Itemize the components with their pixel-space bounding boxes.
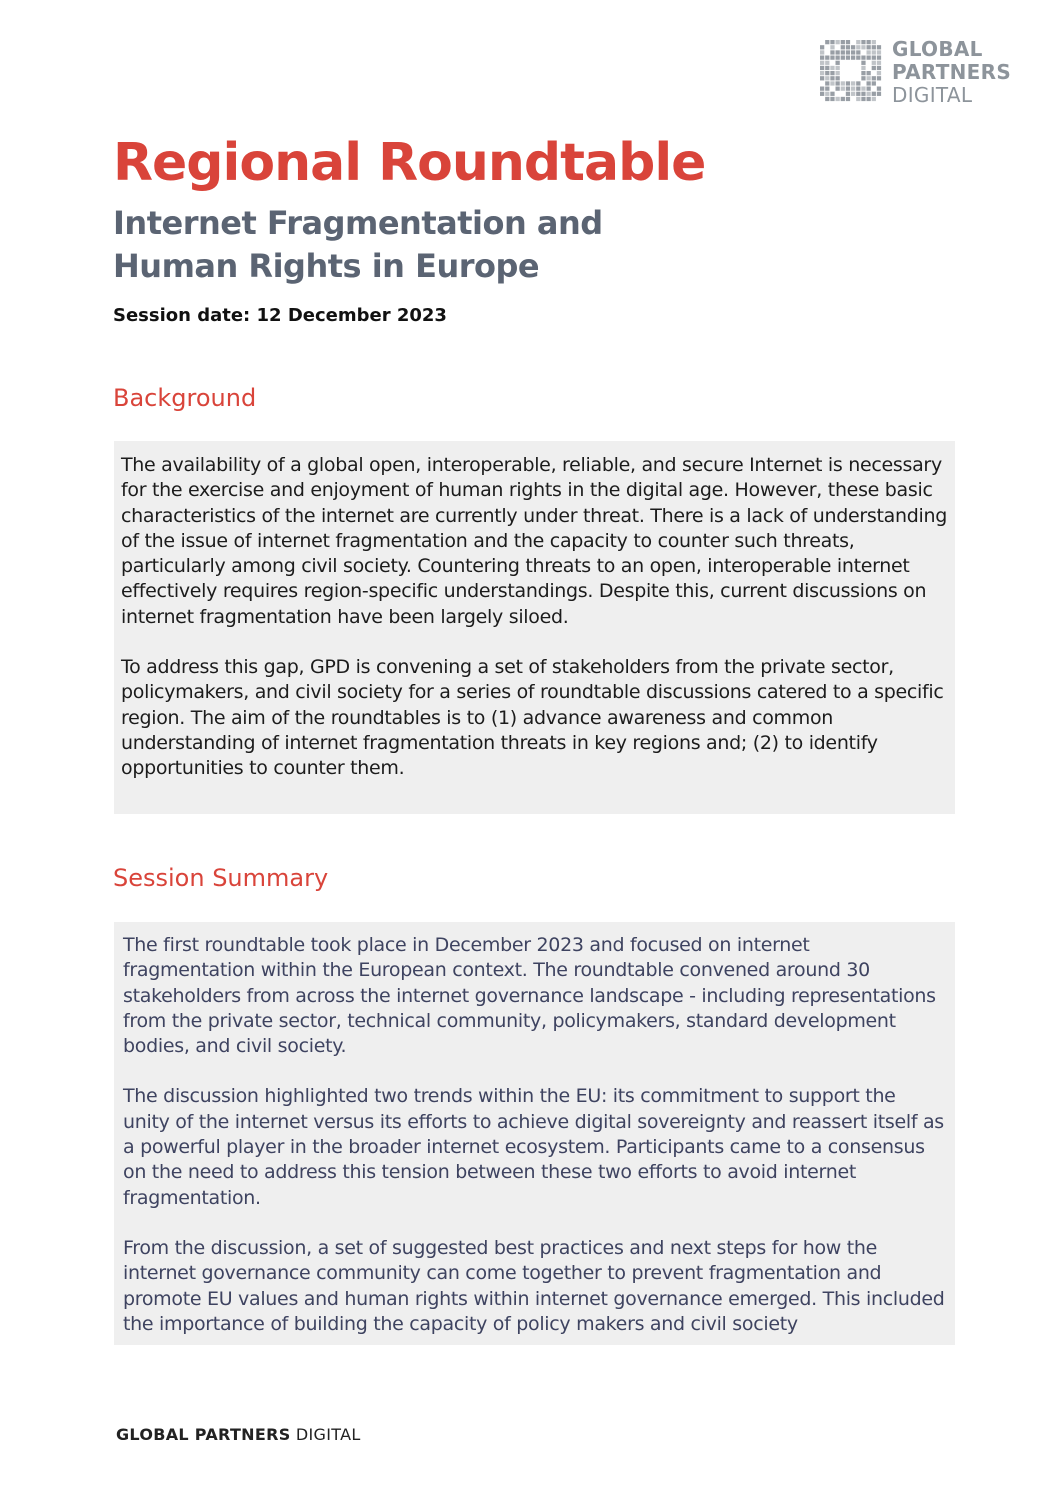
brand-word-global: GLOBAL xyxy=(892,37,983,61)
brand-word-digital: DIGITAL xyxy=(892,83,973,107)
brand-word-partners: PARTNERS xyxy=(892,60,1012,84)
session-summary-box xyxy=(114,922,955,1345)
summary-paragraph-2: The discussion highlighted two trends within the EU: its commitment to support the unity of the internet versus its efforts to achieve digital sovereignty and reassert itself as a powerful player in the broader internet ecosystem. Participants came to a consensus on the need to address this tension between these two efforts to avoid internet fragmentation. xyxy=(123,1085,944,1209)
summary-paragraph-3: From the discussion, a set of suggested best practices and next steps for how the internet governance community can come together to prevent fragmentation and promote EU values and human rights within internet governance emerged. This included the importance of building the capacity of policy makers and civil society xyxy=(123,1236,945,1335)
subtitle-line-2: Human Rights in Europe xyxy=(113,247,540,285)
gpd-pixel-grid-icon xyxy=(820,40,882,102)
session-date: Session date: 12 December 2023 xyxy=(113,305,447,326)
footer-brand-regular: DIGITAL xyxy=(290,1425,361,1444)
page-subtitle xyxy=(113,202,603,288)
background-heading: Background xyxy=(113,384,257,412)
background-paragraph-2: To address this gap, GPD is convening a set of stakeholders from the private sector, policymakers, and civil society for a series of roundtable discussions catered to a specific region. The aim of the roundtables is to (1) advance awareness and common understanding of internet fragmentation threats in key regions and; (2) to identify opportunities to counter them. xyxy=(121,656,944,780)
session-summary-heading: Session Summary xyxy=(113,864,329,892)
background-paragraph-1: The availability of a global open, interoperable, reliable, and secure Internet is necessary for the exercise and enjoyment of human rights in the digital age. However, these basic characteristics of the internet are currently under threat. There is a lack of understanding of the issue of internet fragmentation and the capacity to counter such threats, particularly among civil society. Countering threats to an open, interoperable internet effectively requires region-specific understandings. Despite this, current discussions on internet fragmentation have been largely siloed. xyxy=(121,454,947,628)
subtitle-line-1: Internet Fragmentation and xyxy=(113,204,603,242)
page-title: Regional Roundtable xyxy=(113,133,706,193)
brand-logo xyxy=(820,37,1012,107)
background-box xyxy=(114,441,955,814)
brand-wordmark xyxy=(892,38,1011,107)
footer-brand xyxy=(116,1423,361,1447)
footer-brand-bold: GLOBAL PARTNERS xyxy=(116,1425,291,1444)
summary-paragraph-1: The first roundtable took place in December 2023 and focused on internet fragmentation within the European context. The roundtable convened around 30 stakeholders from across the internet governance landscape - including representations from the private sector, technical community, policymakers, standard development bodies, and civil society. xyxy=(123,934,936,1058)
